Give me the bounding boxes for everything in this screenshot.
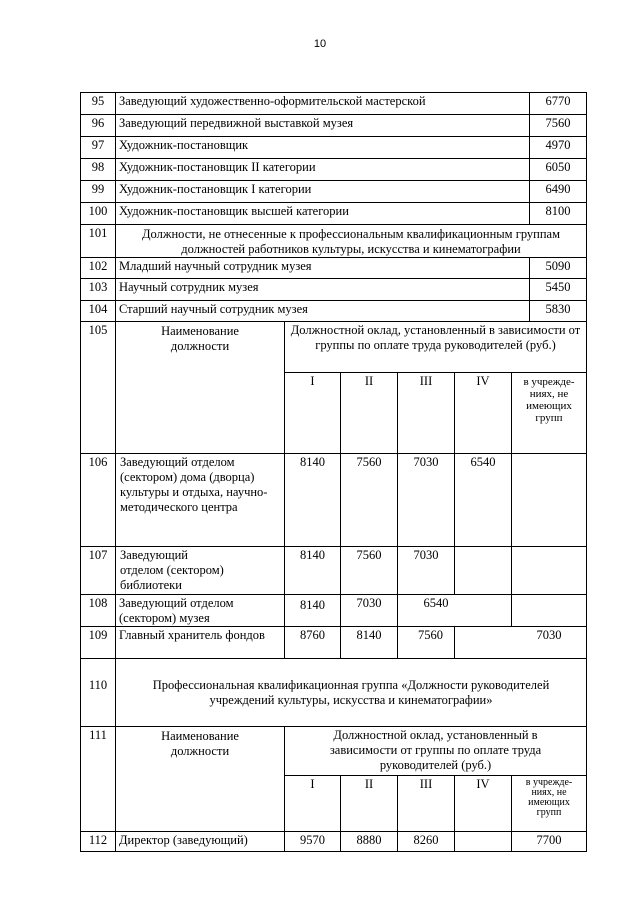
- salary-value: 6050: [529, 158, 587, 181]
- salary-value: 8100: [529, 202, 587, 225]
- position-name: Художник-постановщик II категории: [115, 158, 530, 181]
- group-header: I: [284, 775, 341, 832]
- salary-value: 5090: [529, 257, 587, 279]
- row-number: 102: [80, 257, 116, 279]
- position-name: Заведующий художественно-оформительской мастерской: [115, 92, 530, 115]
- position-name: Художник-постановщик: [115, 136, 530, 159]
- column-header-salary: Должностной оклад, установленный в зависимости от группы по оплате труда руководителей (руб.): [284, 726, 587, 776]
- salary-value: [511, 453, 587, 547]
- column-header-position: Наименование должности: [115, 726, 285, 832]
- position-name: Младший научный сотрудник музея: [115, 257, 530, 279]
- salary-value: 7030: [454, 626, 587, 659]
- position-name: Заведующий передвижной выставкой музея: [115, 114, 530, 137]
- salary-value: 8140: [284, 546, 341, 595]
- row-number: 97: [80, 136, 116, 159]
- salary-value: 8260: [397, 831, 455, 852]
- position-name: Главный хранитель фондов: [115, 626, 285, 659]
- salary-value: 5450: [529, 278, 587, 301]
- salary-value: [454, 546, 512, 595]
- section-heading: Должности, не отнесенные к профессиональным квалификационным группам должностей работников культуры, искусства и кинематографии: [115, 224, 587, 258]
- group-header: III: [397, 775, 455, 832]
- salary-value: [511, 594, 587, 627]
- column-header-salary: Должностной оклад, установленный в зависимости от группы по оплате труда руководителей (руб.): [284, 321, 587, 373]
- row-number: 105: [80, 321, 116, 454]
- salary-value: 6540: [397, 594, 512, 627]
- salary-value: 4970: [529, 136, 587, 159]
- position-name: Научный сотрудник музея: [115, 278, 530, 301]
- position-name: Старший научный сотрудник музея: [115, 300, 530, 322]
- salary-value: 8140: [340, 626, 398, 659]
- group-header: в учрежде-ниях, не имеющих групп: [511, 775, 587, 832]
- column-header-position: Наименование должности: [115, 321, 285, 454]
- salary-value: 7560: [340, 546, 398, 595]
- salary-value: 6540: [454, 453, 512, 547]
- row-number: 96: [80, 114, 116, 137]
- salary-value: 6770: [529, 92, 587, 115]
- row-number: 106: [80, 453, 116, 547]
- salary-value: 7560: [529, 114, 587, 137]
- row-number: 112: [80, 831, 116, 852]
- row-number: 100: [80, 202, 116, 225]
- salary-value: 7700: [511, 831, 587, 852]
- row-number: 109: [80, 626, 116, 659]
- position-name: Заведующий отделом (сектором) музея: [115, 594, 285, 627]
- salary-value: 7560: [340, 453, 398, 547]
- salary-value: 7030: [397, 453, 455, 547]
- group-header: IV: [454, 775, 512, 832]
- row-number: 101: [80, 224, 116, 258]
- salary-value: 8760: [284, 626, 341, 659]
- group-header: III: [397, 372, 455, 454]
- position-name: Художник-постановщик высшей категории: [115, 202, 530, 225]
- salary-value: [454, 831, 512, 852]
- position-name: Художник-постановщик I категории: [115, 180, 530, 203]
- row-number: 98: [80, 158, 116, 181]
- row-number: 103: [80, 278, 116, 301]
- salary-value: 6490: [529, 180, 587, 203]
- salary-value: 7560: [397, 626, 455, 659]
- position-name: Директор (заведующий): [115, 831, 285, 852]
- section-heading: Профессиональная квалификационная группа «Должности руководителей учреждений культуры, искусства и кинематографии»: [115, 658, 587, 727]
- salary-value: 9570: [284, 831, 341, 852]
- row-number: 110: [80, 658, 116, 727]
- row-number: 104: [80, 300, 116, 322]
- group-header: в учрежде-ниях, не имеющих групп: [511, 372, 587, 454]
- salary-value: 8140: [284, 453, 341, 547]
- salary-value: 8140: [284, 594, 341, 627]
- page-number: 10: [313, 38, 327, 50]
- group-header: II: [340, 775, 398, 832]
- position-name: Заведующий отделом (сектором) дома (дворца) культуры и отдыха, научно-методического центра: [115, 453, 285, 547]
- row-number: 111: [80, 726, 116, 832]
- salary-value: [511, 546, 587, 595]
- row-number: 107: [80, 546, 116, 595]
- row-number: 99: [80, 180, 116, 203]
- group-header: IV: [454, 372, 512, 454]
- salary-value: 7030: [340, 594, 398, 627]
- position-name: Заведующий отделом (сектором) библиотеки: [115, 546, 285, 595]
- salary-value: 8880: [340, 831, 398, 852]
- group-header: I: [284, 372, 341, 454]
- row-number: 95: [80, 92, 116, 115]
- row-number: 108: [80, 594, 116, 627]
- salary-value: 7030: [397, 546, 455, 595]
- group-header: II: [340, 372, 398, 454]
- salary-value: 5830: [529, 300, 587, 322]
